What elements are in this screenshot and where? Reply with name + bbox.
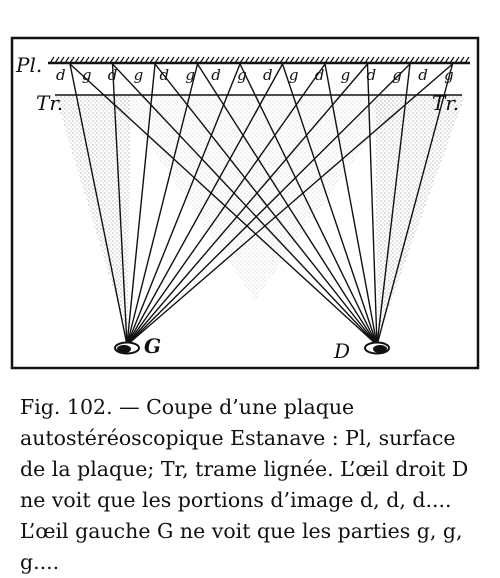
strip-letter-d: d xyxy=(418,66,428,84)
strip-letter-d: d xyxy=(159,66,170,84)
strip-letter-d: d xyxy=(211,66,221,84)
strip-letter-g: g xyxy=(81,66,92,84)
right-eye-icon xyxy=(365,343,389,354)
strip-letter-d: d xyxy=(107,66,118,84)
strip-letter-g: g xyxy=(288,66,299,84)
figure-caption xyxy=(20,392,485,578)
screen-label-left: Tr. xyxy=(36,91,64,115)
left-eye-label: G xyxy=(144,334,162,358)
strip-letter-d: d xyxy=(366,66,377,84)
screen-label-right: Tr. xyxy=(432,91,460,115)
strip-letter-g: g xyxy=(237,66,247,84)
strip-letter-g: g xyxy=(133,66,144,84)
strip-letter-g: g xyxy=(392,66,402,84)
strip-letters xyxy=(56,66,454,84)
strip-letter-d: d xyxy=(263,66,273,84)
caption-text: Fig. 102. — Coupe d’une plaque autostéréoscopique Estanave : Pl, surface de la plaque; Tr, trame lignée. L’œil droit D ne voit que les portions d’image d, d, d.... L’œil gauche G ne voit que les parties g, g, g.... xyxy=(20,395,475,574)
left-eye-icon xyxy=(115,343,139,354)
right-eye-label: D xyxy=(334,339,351,363)
strip-letter-d: d xyxy=(314,66,325,84)
plate-label: Pl. xyxy=(16,53,43,77)
strip-letter-g: g xyxy=(185,66,195,84)
strip-letter-g: g xyxy=(340,66,351,84)
strip-letter-g: g xyxy=(444,66,454,84)
strip-letter-d: d xyxy=(56,66,66,84)
